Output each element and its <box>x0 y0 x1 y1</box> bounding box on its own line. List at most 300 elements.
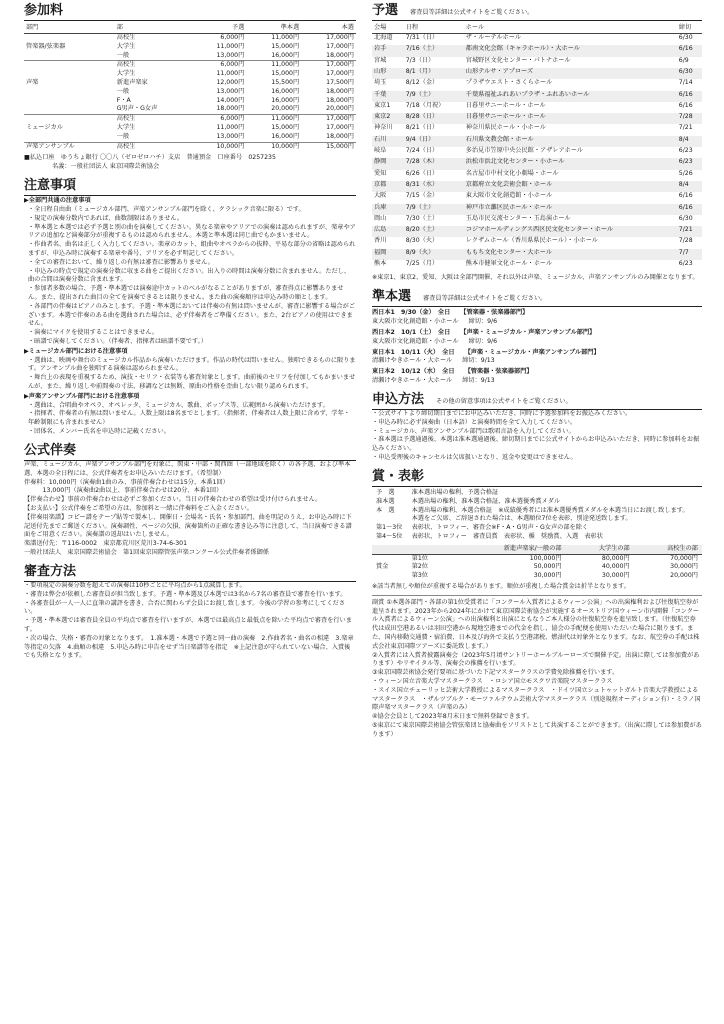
semifinal-note: 審査員等詳細は公式サイトをご覧ください。 <box>423 295 547 303</box>
prelim-row <box>372 181 702 192</box>
prelim-cell: 8/1（月） <box>404 68 464 79</box>
fees-cell: 高校生 <box>115 34 192 43</box>
semifinal-entry <box>372 368 702 377</box>
award-cell: 本選出場の権利、本選合格証 ※成績優秀者には准本選優秀賞メダルを本選当日にお渡し致します。 <box>411 506 689 514</box>
prelim-cell: 7/14 <box>678 79 693 87</box>
judging-line: ・予選・準本選では審査員全員の平均点で審査を行いますが、本選では最高点と最低点を除いた平均点で審査を行います。 <box>24 617 352 634</box>
fees-header: 準本選 <box>246 24 301 33</box>
note-item: ・選曲は、合唱曲やオペラ、オペレッタ、ミュージカル、歌曲、ポップス等、広範囲から演奏いただけます。 <box>28 401 329 409</box>
prelim-cell: 愛知 <box>374 169 387 177</box>
prelim-cell: 7/21 <box>678 124 693 132</box>
judging-line: ・各審査員が一人一人に直筆の講評を書き、合否に関わらず会員にお渡し致します。今後の学習の参考にしてください。 <box>24 599 346 616</box>
prelim-cell: 7/9（土） <box>404 91 464 102</box>
prelim-cell: 広島 <box>372 226 404 237</box>
prelim-footnote: ※東京1、東京2、愛知、大阪は全部門開催、それ以外は声楽、ミュージカル、声楽アンサンブルのみ開催となります。 <box>372 274 699 282</box>
prelim-cell: 多治見市笠原中央公民館・アザレアホール <box>465 147 584 155</box>
prelim-cell: ザ・ルーテルホール <box>465 34 522 42</box>
prelim-header: 会場 <box>372 24 404 33</box>
prelim-cell: 7/9（土） <box>404 204 464 215</box>
prelim-cell: 6/16 <box>677 91 702 102</box>
prelim-cell: 熊本市健軍文化ホール・ホール <box>465 259 553 267</box>
prelim-cell: 名古屋市中村文化小劇場・ホール <box>465 169 559 177</box>
prelim-row <box>372 113 702 124</box>
prelim-cell: 日暮里サニーホール・ホール <box>465 101 546 109</box>
fees-cell: 11,000円 <box>246 61 301 70</box>
note-item: ・指揮者、伴奏者の有無は問いません。人数上限は8名までとします。（指揮者、伴奏者は人数上限に含めず、学年・年齢制限にも含まれません） <box>28 410 350 427</box>
prize-cell: 第3位 <box>411 572 428 580</box>
apply-line: ・准本選は予選通過後、本選は准本選通過後、締切期日までに公式サイトからお申込みいただき、同時に参加料をお振込みください。 <box>372 436 700 453</box>
prize-header: 大学生の部 <box>566 545 634 554</box>
prize-label <box>372 572 408 581</box>
prelim-row <box>372 226 702 237</box>
award-cell: 表彰状、トロフィー、審査会※F・A・G男声・G女声の部を除く <box>411 524 589 532</box>
award-extra-line: ②入賞者には入賞者披露演奏会（2023年5月頃サントリーホールブルーローズで開催予定。出演に際しては参加費があります）やリサイタル等、演奏会の推薦を行います。 <box>372 651 700 668</box>
note-item: ・準本選と本選では必ず予選と別の曲を演奏してください。異なる楽章やアリアでの演奏は認められますが、楽章やアリアの追加など演奏部分が重複するものは認められません。本選と準本選は同じ曲でもかまいません。 <box>28 223 356 240</box>
apply-note: その他の留意事項は公式サイトをご覧ください。 <box>436 397 572 405</box>
award-extra-line: ⑤東京にて東京国際芸術協会管弦楽団と協奏曲をソリストとして共演することができます。（出演に際しては参加費があります） <box>372 721 702 738</box>
prelim-cell: 8/28（日） <box>404 113 464 124</box>
note-item: ・参加者多数の場合、予選・準本選では演奏途中カットのベルがなることがありますが、審査得点に影響ありません。また、提出された曲目の全てを演奏できるとは限りません。また曲の演奏順序は申込み時の順とします。 <box>28 285 344 302</box>
prelim-row <box>372 124 702 135</box>
fees-cell: 13,000円 <box>216 87 245 95</box>
judging-section <box>24 564 356 661</box>
prelim-cell: 7/25（月） <box>405 259 439 267</box>
prize-row <box>372 554 702 563</box>
fees-cell: 10,000円 <box>191 142 246 151</box>
note-item: ・選曲は、映画や舞台のミュージカル作品から演奏いただけます。作品の時代は問いません。独唱できるものに限ります。アンサンブル曲を独唱する演奏は認められません。 <box>28 356 356 373</box>
fees-cell: 16,000円 <box>271 96 300 104</box>
fees-row <box>24 43 356 52</box>
fees-cell: 16,000円 <box>271 132 300 140</box>
prelim-title: 予選 審査員等詳細は公式サイトをご覧ください。 <box>372 3 702 21</box>
prelim-cell: 7/28（木） <box>404 158 464 169</box>
awards-section <box>372 469 702 740</box>
prelim-cell: 7/18（月祝） <box>405 101 445 109</box>
prelim-header: ホール <box>464 24 677 33</box>
accomp-line: 伴奏料：10,000円（演奏曲1曲のみ、事前伴奏合わせは15分、本番1回） <box>24 478 229 486</box>
fees-cell: 17,500円 <box>326 79 354 87</box>
prelim-row <box>372 204 702 215</box>
prelim-cell: 埼玉 <box>374 79 387 87</box>
accomp-line: 楽譜送付先：〒116-0002 東京都荒川区荒川3-74-6-301 <box>24 540 188 548</box>
prize-cell: 30,000円 <box>670 563 698 571</box>
award-cell: 表彰状、トロフィー 審査員賞 表彰状、楯 奨励賞、入選 表彰状 <box>411 532 603 540</box>
semifinal-venue-row <box>372 338 702 347</box>
prelim-cell: 8/4 <box>677 181 702 192</box>
prelim-row <box>372 136 702 147</box>
award-extra-line: ・ウィーン国立音楽大学マスタークラス ・ロシア国立モスクワ音楽院マスタークラス <box>372 677 613 685</box>
fees-header: 部 <box>115 24 192 33</box>
left-column <box>24 0 356 667</box>
prelim-row <box>372 57 702 68</box>
prelim-cell: 6/23 <box>678 259 693 267</box>
prelim-cell: 神戸市立灘区民ホール・ホール <box>464 204 677 215</box>
judging-line: ・次の場合、失格・審査の対象となります。 1.准本選・本選で予選と同一曲の演奏 2.作曲者名・曲名の相違 3.楽章等指定の欠落 4.曲順の相違 5.申込み時に申告をせず当日楽譜等を指定 ※上記注意が守られていない場合、入賞後でも失格となります。 <box>24 634 354 660</box>
prelim-cell: 東大阪市文化創造館・小ホール <box>465 192 553 200</box>
prelim-cell: 7/30（土） <box>405 214 439 222</box>
accomp-line: 一般社団法人 東京国際芸術協会 第1回東京国際管弦声楽コンクール公式伴奏者係御係 <box>24 548 269 556</box>
prelim-cell: 8/31（水） <box>404 181 464 192</box>
prelim-row <box>372 79 702 90</box>
prize-cell: 100,000円 <box>529 554 562 562</box>
semifinal-section <box>372 289 702 386</box>
accomp-line: 13,000円（演奏曲2曲以上、事前伴奏合わせは20分、本番1回） <box>24 487 223 495</box>
fees-cell: 15,000円 <box>271 42 300 50</box>
fees-cell: 高校生 <box>115 115 192 124</box>
prelim-cell: 7/3（日） <box>405 56 435 64</box>
fees-cell: F・A <box>116 96 131 104</box>
prize-row <box>372 572 702 581</box>
award-cell: 本 選 <box>376 506 395 514</box>
semifinal-date: 西日本2 10/1（土） 全日 <box>372 328 451 336</box>
fees-category <box>24 70 115 79</box>
fees-cell: 一般 <box>116 87 130 95</box>
prize-note: ※該当者無しや順位が重複する場合があります。順位が重複した場合賞金は折半となります。 <box>372 582 630 590</box>
prelim-cell: ももち文化センター・大ホール <box>464 249 677 260</box>
prelim-cell: 8/30（火） <box>405 237 439 245</box>
prelim-cell: 福岡 <box>372 249 404 260</box>
awards-title: 賞・表彰 <box>372 469 702 487</box>
fees-cell: 高校生 <box>115 142 192 151</box>
award-cell: 予 選 <box>376 488 395 496</box>
fees-category <box>24 52 115 61</box>
prize-cell: 30,000円 <box>601 572 630 580</box>
semifinal-division: 【管楽器・弦楽器部門】 <box>460 309 529 317</box>
prelim-cell: 岩手 <box>372 45 404 56</box>
fees-cell: 17,000円 <box>301 61 356 70</box>
fees-cell: 大学生 <box>116 124 136 132</box>
prize-header <box>408 545 451 554</box>
fees-row <box>24 97 356 106</box>
notes-ensemble-head: ▶声楽アンサンブル部門における注意事項 <box>24 392 140 400</box>
prize-cell: 50,000円 <box>533 563 562 571</box>
notes-common-head: ▶全部門共通の注意事項 <box>24 197 91 205</box>
award-row <box>372 533 702 542</box>
prize-cell: 70,000円 <box>670 554 698 562</box>
prelim-cell: 玉島市民交流センター・玉島演ホール <box>465 214 571 222</box>
semifinal-division: 【声楽・ミュージカル・声楽アンサンブル部門】 <box>460 328 596 336</box>
prelim-cell: 岡山 <box>374 214 387 222</box>
bank-account: ■払込口座 ゆうちょ銀行 〇〇八（ゼロゼロハチ）支店 普通預金 口座番号 0257235 <box>24 154 276 162</box>
award-extra-line: ③東京国際芸術協会発行要項に基づいた下記マスタークラスの学費免除推薦を行います。 <box>372 669 619 677</box>
fees-cell: G男声・G女声 <box>116 105 158 113</box>
fees-cell: 6,000円 <box>191 34 246 43</box>
apply-line: ・申込み時に必ず演奏曲（日本語）と演奏時間を全て入力してください。 <box>372 418 577 426</box>
fees-category <box>24 97 115 106</box>
apply-section <box>372 392 702 463</box>
prelim-cell: 6/9 <box>678 56 689 64</box>
prelim-row <box>372 102 702 113</box>
prelim-cell: 千葉県福祉ふれあいプラザ・ふれあいホール <box>464 91 677 102</box>
note-item: ・申込みの時点で規定の演奏分数に収まる曲をご提出ください。出入りの時間は演奏分数に含まれません。ただし、曲の合間は演奏分数に含まれます。 <box>28 267 351 284</box>
fees-cell: 6,000円 <box>191 115 246 124</box>
semifinal-venue-row <box>372 377 702 386</box>
prelim-cell: 7/16（土） <box>404 45 464 56</box>
prelim-cell: 熊本 <box>374 259 387 267</box>
fees-category <box>24 133 115 142</box>
notes-common-list <box>24 206 356 347</box>
award-extra-line: ・スイス国立チューリッヒ芸術大学教授によるマスタークラス ・ドイツ国立シュトゥットガルト音楽大学教授によるマスタークラス ・ザルツブルク・モーツァルテウム芸術大学マスタークラス（別途規程オーディション有）・ミラノ国際声楽マスタークラス（声楽のみ） <box>372 686 701 712</box>
prelim-row <box>372 215 702 226</box>
award-row <box>372 524 702 533</box>
prelim-cell: 6/30 <box>678 34 693 42</box>
note-item: ・暗譜で演奏してください。（伴奏者、指揮者は暗譜不要です。） <box>28 338 207 345</box>
prelim-cell: 8/20（土） <box>404 226 464 237</box>
awards-table <box>372 489 702 542</box>
judging-line: ・要項規定の演奏分数を超えての演奏は10秒ごとに平均点から1点減算します。 <box>24 582 246 590</box>
prelim-row <box>372 192 702 203</box>
award-cell: 准本選出場の権利、予選合格証 <box>411 488 499 496</box>
fees-cell: 18,000円 <box>326 96 354 104</box>
prize-table <box>372 545 702 581</box>
fees-cell: 15,500円 <box>271 79 300 87</box>
prelim-cell: 8/4 <box>677 136 702 147</box>
apply-line: ・公式サイトより締切期日までにお申込みいただき、同時に予選参加料をお振込みください。 <box>372 409 632 417</box>
accomp-line: 【伴奏合わせ】事前の伴奏合わせは必ずご参加ください。当日の伴奏合わせの希望は受け付けられません。 <box>24 496 322 504</box>
fees-category: ミュージカル <box>26 124 63 132</box>
fees-category <box>24 88 115 97</box>
fees-cell: 11,000円 <box>246 34 301 43</box>
fees-row <box>24 70 356 79</box>
fees-header: 予選 <box>191 24 246 33</box>
prelim-cell: 7/7 <box>677 249 702 260</box>
prelim-cell: 石川県文教会館・ホール <box>464 136 677 147</box>
prelim-row <box>372 91 702 102</box>
prelim-section <box>372 3 702 283</box>
semifinal-entry <box>372 309 702 318</box>
fees-title: 参加料 <box>24 3 356 21</box>
prize-label: 賞金 <box>376 563 389 571</box>
fees-row <box>24 115 356 124</box>
notes-section <box>24 178 356 437</box>
award-cell: 本選をご欠席、ご辞退された場合は、本選順位7位を表彰、別途発送致します。 <box>411 515 632 523</box>
semifinal-division: 【管楽器・弦楽器部門】 <box>464 368 533 376</box>
judging-title: 審査方法 <box>24 564 356 582</box>
prelim-row <box>372 45 702 56</box>
prize-cell: 第2位 <box>411 563 428 571</box>
accomp-line: 声楽、ミュージカル、声楽アンサンブル部門を対象に、関東・中部・関西圏（一部地域を除く）の各予選、および準本選、本選の全日程には、公式伴奏者をお申込みいただけます。（希望制） <box>24 461 351 477</box>
fees-row <box>24 133 356 142</box>
award-cell: 本選出場の権利、准本選合格証、准本選優秀賞メダル <box>411 497 561 505</box>
semifinal-entry <box>372 349 702 358</box>
prelim-cell: 6/23 <box>678 147 693 155</box>
fees-row <box>24 34 356 43</box>
prelim-cell: 8/12（金） <box>405 79 439 87</box>
notes-ensemble-list <box>24 402 356 437</box>
bank-holder: 名義：一般社団法人 東京国際芸術協会 <box>52 163 160 171</box>
prelim-cell: 兵庫 <box>372 204 404 215</box>
prelim-cell: 静岡 <box>372 158 404 169</box>
award-extra-line: 副賞 ①本選各部門・各部の第1位受賞者に「コンクール入賞者によるウィーン公演」への出演権利および往復航空券が進呈されます。2023年から2024年にかけて東京国際芸術協会が実施するオーストリア国ウィーン市内開催「コンクール入賞者によるウィーン公演」への出演権利と出演にともなうご本人様分の往復航空券を進呈致します。（往復航空券代は成田空港あるいは羽田空港から現地空港までの代金を指し、協会の手配便を使用いただいた場合に限ります。また、国内移動交通費・宿泊費、日本及び海外で支払う空港諸税、燃油代は対象外となります。なお、航空券の手配は株式会社東京国際ツアーズに委託致します。） <box>372 598 700 650</box>
prelim-cell: 8/21（日） <box>405 124 439 132</box>
prelim-cell: 7/28 <box>678 237 693 245</box>
fees-cell: 11,000円 <box>246 115 301 124</box>
fees-cell: 14,000円 <box>216 96 245 104</box>
fees-cell: 6,000円 <box>191 61 246 70</box>
apply-line: ・ミュージカル、声楽アンサンブル部門は歌唱言語を入力してください。 <box>372 427 575 435</box>
prelim-row <box>372 249 702 260</box>
fees-cell: 新進声楽家 <box>116 79 148 87</box>
fees-row <box>24 105 356 114</box>
award-cell: 第1〜3位 <box>376 524 403 532</box>
prelim-cell: 神奈川 <box>374 124 393 132</box>
prelim-cell: レクザムホール（香川県県民ホール）・小ホール <box>465 237 598 245</box>
semifinal-date: 東日本2 10/12（水） 全日 <box>372 368 455 376</box>
fees-category <box>24 34 115 43</box>
fees-header: 部門 <box>24 24 115 33</box>
fees-category <box>24 115 115 124</box>
note-item: ・各部門の伴奏はピアノのみとします。予選・準本選においては伴奏の有無は問いませんが、審査に影響する場合がございます。本選で伴奏のある曲を選曲された場合は、必ず伴奏者をご準備ください。また、2台ピアノの使用はできません。 <box>28 302 355 328</box>
fees-category <box>24 61 115 70</box>
note-item: ・規定の演奏分数内であれば、曲数制限はありません。 <box>28 214 184 222</box>
prelim-cell: 7/31（日） <box>405 34 439 42</box>
prelim-header: 日程 <box>404 24 464 33</box>
prelim-cell: 北海道 <box>374 34 393 42</box>
note-item: ・舞台上の表現を重視するため、演技・セリフ・衣装等も審査対象とします。曲前後のセリフを付加してもかまいませんが、また、繰り返しや前間奏の寸法、移調などは無断、原曲の性格を歪曲しない限り認められます。 <box>28 374 356 390</box>
notes-musical-list <box>24 357 356 392</box>
semifinal-venue: 清瀬けやきホール・大ホール <box>372 376 453 384</box>
prize-cell: 30,000円 <box>533 572 562 580</box>
prize-cell: 20,000円 <box>670 572 698 580</box>
award-cell: 准本選 <box>376 497 395 505</box>
fees-cell: 11,000円 <box>216 42 245 50</box>
accomp-section <box>24 443 356 558</box>
fees-cell: 15,000円 <box>271 70 300 78</box>
prelim-cell: 6/30 <box>678 214 693 222</box>
prelim-cell: 日暮里サニーホール・ホール <box>464 113 677 124</box>
prelim-cell: 6/26（日） <box>405 169 439 177</box>
prelim-cell: 都南文化会館（キャラホール）・大ホール <box>464 45 677 56</box>
judging-line: ・審査は弊会が依頼した審査員が担当致します。予選・準本選及び本選では3名から7名の審査員で審査を行います。 <box>24 590 347 598</box>
prelim-cell: 7/24（日） <box>405 147 439 155</box>
fees-row <box>24 142 356 151</box>
prize-row <box>372 563 702 572</box>
fees-cell: 高校生 <box>115 61 192 70</box>
prelim-row <box>372 158 702 169</box>
fees-cell: 17,000円 <box>301 115 356 124</box>
prelim-cell: プラザウエスト・さくらホール <box>465 79 553 87</box>
prelim-row <box>372 237 702 248</box>
accomp-line: 【伴奏用楽譜】コピー譜をテープ貼等で製本し、開催日・会場名・氏名・参加部門、曲を明記のうえ、お申込み時に下記送付先までご郵送ください。演奏調性、ページの欠損、演奏箇所の正確な書き込み等に注意して、当日演奏できる譜面をご用意ください。演奏譜の返却はいたしません。 <box>24 513 352 539</box>
apply-title: 申込方法 その他の留意事項は公式サイトをご覧ください。 <box>372 392 702 410</box>
fees-cell: 16,000円 <box>271 51 300 59</box>
accomp-line: 【お支払い】公式伴奏をご希望の方は、参加料と一緒に伴奏料をご入金ください。 <box>24 505 253 512</box>
fees-cell: 17,000円 <box>326 124 354 132</box>
prelim-cell: 東京2 <box>372 113 404 124</box>
fees-category: 管楽器/弦楽器 <box>26 42 66 50</box>
award-row <box>372 498 702 507</box>
prelim-cell: 東京1 <box>374 101 391 109</box>
prelim-cell: 浜松市浜北文化センター・小ホール <box>464 158 677 169</box>
prelim-cell: 5/26 <box>678 169 693 177</box>
prize-header: 高校生の部 <box>634 545 702 554</box>
fees-cell: 20,000円 <box>326 105 354 113</box>
semifinal-list <box>372 309 702 385</box>
apply-lines <box>372 410 702 463</box>
fees-cell: 18,000円 <box>326 87 354 95</box>
fees-cell: 15,000円 <box>271 124 300 132</box>
prelim-cell: 香川 <box>374 237 387 245</box>
note-item: ・作曲者名、曲名は正しく入力してください。楽章のカット、組曲やオペラからの抜粋、平易な部分の省略は認められますが、申込み時に演奏する楽章や番号、アリアを必ず明記してください。 <box>28 241 356 258</box>
award-row <box>372 489 702 498</box>
fees-cell: 13,000円 <box>216 51 245 59</box>
prelim-cell: 山形テルサ・アプローズ <box>464 68 677 79</box>
fees-cell: 16,000円 <box>271 87 300 95</box>
fees-cell: 18,000円 <box>216 105 245 113</box>
awards-extra <box>372 599 702 740</box>
fees-row <box>24 52 356 61</box>
semifinal-entry <box>372 329 702 338</box>
note-item: ・演奏にマイクを使用することはできません。 <box>28 329 159 337</box>
semifinal-venue: 東大阪市文化創造館・小ホール <box>372 318 459 326</box>
fees-cell: 20,000円 <box>271 105 300 113</box>
prelim-header: 締切 <box>677 24 702 33</box>
semifinal-deadline: 締切：9/6 <box>468 318 498 326</box>
prelim-cell: コジマホールディングス西区民文化センター・ホール <box>464 226 677 237</box>
prelim-cell: 8/9（火） <box>404 249 464 260</box>
semifinal-deadline: 締切：9/13 <box>462 357 495 365</box>
prelim-cell: 山形 <box>372 68 404 79</box>
prize-cell: 40,000円 <box>601 563 630 571</box>
prelim-cell: 岐阜 <box>374 147 387 155</box>
semifinal-venue: 清瀬けやきホール・大ホール <box>372 357 453 365</box>
award-row <box>372 515 702 524</box>
prelim-cell: 6/16 <box>678 101 693 109</box>
fees-cell: 18,000円 <box>326 51 354 59</box>
semifinal-division: 【声楽・ミュージカル・声楽アンサンブル部門】 <box>464 348 600 356</box>
prelim-cell: 宮城 <box>374 56 387 64</box>
prelim-cell: 6/16 <box>678 192 693 200</box>
prize-cell: 80,000円 <box>601 554 630 562</box>
award-cell: 第4〜5位 <box>376 532 403 540</box>
prelim-cell: 6/16 <box>677 204 702 215</box>
semifinal-title: 準本選 審査員等詳細は公式サイトをご覧ください。 <box>372 289 702 307</box>
prelim-cell: 9/4（日） <box>404 136 464 147</box>
fees-cell: 13,000円 <box>216 132 245 140</box>
notes-title: 注意事項 <box>24 178 356 196</box>
semifinal-venue-row <box>372 318 702 327</box>
awards-divider <box>372 595 702 596</box>
fees-cell: 一般 <box>116 132 130 140</box>
fees-category: 声楽アンサンブル <box>24 142 115 151</box>
prelim-cell: 6/16 <box>677 45 702 56</box>
fees-cell: 17,000円 <box>301 34 356 43</box>
fees-category <box>24 105 115 114</box>
prize-label <box>372 554 408 563</box>
semifinal-venue-row <box>372 357 702 366</box>
fees-cell: 11,000円 <box>216 124 245 132</box>
prize-cell: 第1位 <box>411 554 428 562</box>
judging-lines <box>24 582 356 661</box>
prelim-note: 審査員等詳細は公式サイトをご覧ください。 <box>410 9 534 16</box>
prelim-cell: 千葉 <box>372 91 404 102</box>
semifinal-venue: 東大阪市文化創造館・小ホール <box>372 337 459 345</box>
prelim-row <box>372 68 702 79</box>
accomp-title: 公式伴奏 <box>24 443 356 461</box>
right-column <box>372 0 702 746</box>
prelim-table <box>372 24 702 271</box>
prelim-cell: 7/28 <box>677 113 702 124</box>
apply-line: ・申込受理後のキャンセルは欠席扱いとなり、返金や変更はできません。 <box>372 453 577 461</box>
prelim-cell: 7/21 <box>677 226 702 237</box>
fees-cell: 一般 <box>116 51 130 59</box>
prelim-row <box>372 147 702 158</box>
prelim-cell: 6/30 <box>677 68 702 79</box>
prize-corner <box>372 545 408 554</box>
note-item: ・全ての審査において、繰り返しの有無は審査に影響ありません。 <box>28 258 214 266</box>
fees-row <box>24 88 356 97</box>
fees-table <box>24 24 356 151</box>
